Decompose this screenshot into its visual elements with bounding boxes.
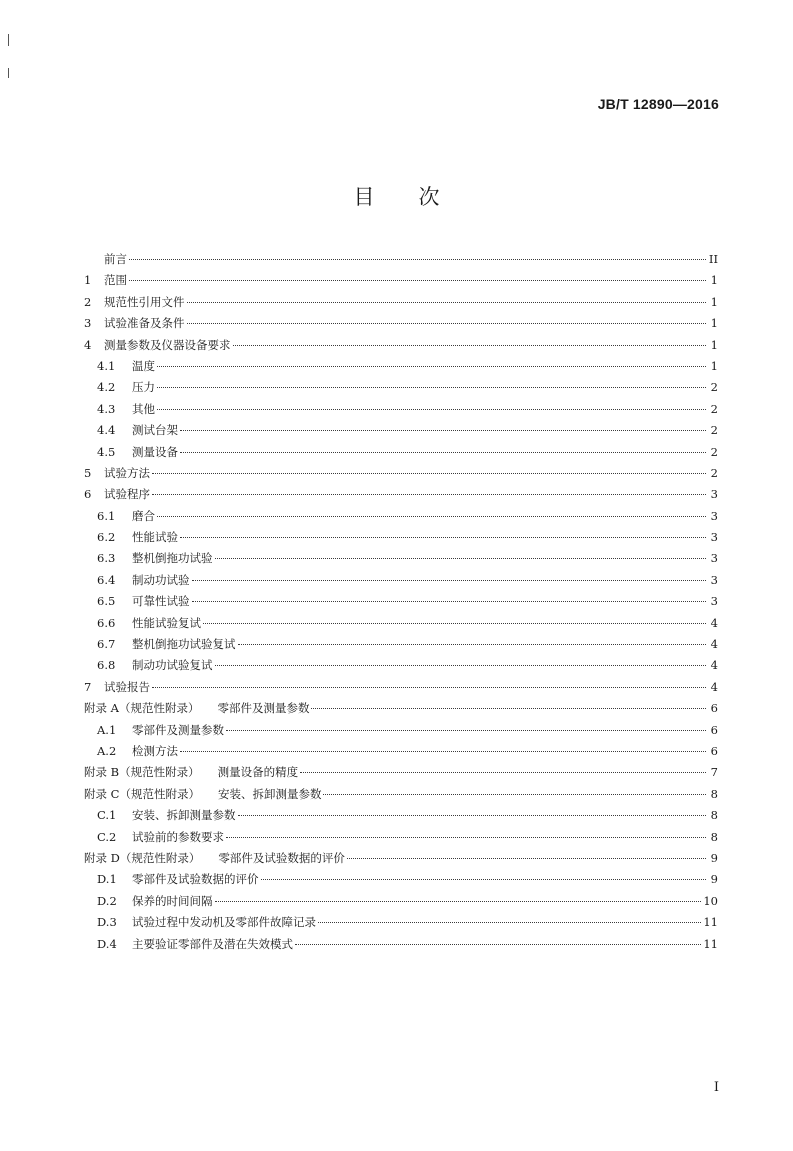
toc-entry-page: 11: [703, 936, 718, 951]
toc-entry-title: 测量参数及仪器设备要求: [104, 337, 231, 352]
toc-leader-dots: [300, 760, 706, 773]
toc-entry-title: 检测方法: [132, 743, 178, 758]
toc-leader-dots: [261, 867, 707, 880]
toc-entry-title: 压力: [132, 380, 155, 395]
toc-entry-page: 9: [710, 850, 718, 865]
toc-leader-dots: [157, 504, 706, 517]
toc-leader-dots: [152, 461, 706, 474]
toc-leader-dots: [152, 675, 706, 688]
toc-leader-dots: [180, 440, 706, 453]
toc-entry-number: 6.2: [97, 530, 116, 545]
toc-entry-page: 6: [710, 701, 718, 716]
toc-entry-page: 3: [710, 551, 718, 566]
toc-leader-dots: [157, 397, 706, 410]
toc-entry-title: 性能试验复试: [132, 615, 201, 630]
toc-entry-page: 3: [710, 508, 718, 523]
toc-entry-page: 1: [710, 337, 718, 352]
table-of-contents: [84, 250, 718, 956]
toc-entry-title: 制动功试验: [132, 572, 190, 587]
toc-entry-number: A.2: [97, 743, 117, 758]
toc-entry-title: 保养的时间间隔: [132, 893, 213, 908]
toc-entry-number: 6: [84, 487, 92, 502]
toc-entry-title: 规范性引用文件: [104, 294, 185, 309]
toc-leader-dots: [129, 247, 706, 260]
toc-entry-number: 附录 C（规范性附录）: [84, 786, 200, 801]
toc-leader-dots: [187, 311, 707, 324]
toc-entry-title: 零部件及试验数据的评价: [218, 850, 345, 865]
toc-leader-dots: [180, 739, 706, 752]
toc-leader-dots: [192, 589, 707, 602]
toc-entry-title: 试验前的参数要求: [132, 829, 224, 844]
toc-entry-title: 测量设备: [132, 444, 178, 459]
toc-entry-page: 2: [710, 380, 718, 395]
toc-entry-page: 2: [710, 444, 718, 459]
toc-entry-title: 试验程序: [104, 487, 150, 502]
toc-entry-page: 6: [710, 743, 718, 758]
page-number: I: [713, 1080, 719, 1095]
toc-leader-dots: [192, 568, 707, 581]
toc-entry-number: 5: [84, 465, 92, 480]
toc-entry-page: II: [708, 252, 718, 266]
toc-entry-number: 6.5: [97, 594, 116, 609]
toc-entry-number: 4.2: [97, 380, 116, 395]
toc-entry-number: 4.3: [97, 401, 116, 416]
toc-entry[interactable]: [84, 935, 718, 956]
toc-entry-number: 6.3: [97, 551, 116, 566]
toc-entry-title: 试验准备及条件: [104, 316, 185, 331]
toc-entry-page: 3: [710, 572, 718, 587]
toc-entry-page: 1: [710, 294, 718, 309]
toc-leader-dots: [318, 910, 701, 923]
toc-entry-page: 4: [710, 615, 718, 630]
toc-entry-page: 11: [703, 915, 718, 930]
toc-entry-title: 前言: [104, 252, 127, 266]
toc-leader-dots: [233, 333, 707, 346]
toc-entry-title: 整机倒拖功试验复试: [132, 637, 236, 652]
toc-leader-dots: [226, 825, 706, 838]
toc-entry-page: 4: [710, 637, 718, 652]
toc-entry-title: 主要验证零部件及潜在失效模式: [132, 936, 293, 951]
toc-entry-number: C.1: [97, 808, 117, 823]
toc-leader-dots: [152, 482, 706, 495]
toc-entry-title: 其他: [132, 401, 155, 416]
toc-leader-dots: [157, 354, 706, 367]
toc-entry-title: 零部件及试验数据的评价: [132, 872, 259, 887]
toc-entry-page: 6: [710, 722, 718, 737]
toc-entry-number: 6.8: [97, 658, 116, 673]
toc-entry-page: 8: [710, 808, 718, 823]
toc-entry-number: 4.5: [97, 444, 116, 459]
toc-entry-page: 4: [710, 658, 718, 673]
toc-entry-page: 2: [710, 465, 718, 480]
toc-entry-title: 安装、拆卸测量参数: [217, 786, 322, 801]
toc-leader-dots: [129, 268, 706, 281]
toc-entry-number: 6.7: [97, 637, 116, 652]
toc-entry-title: 试验方法: [104, 465, 150, 480]
toc-entry-page: 8: [710, 786, 718, 801]
toc-leader-dots: [295, 932, 701, 945]
toc-entry-number: 3: [84, 316, 92, 331]
toc-entry-page: 4: [710, 679, 718, 694]
toc-entry-title: 性能试验: [132, 530, 178, 545]
toc-entry-number: 6.4: [97, 572, 116, 587]
toc-entry-page: 3: [710, 594, 718, 609]
toc-entry-number: D.3: [97, 915, 117, 930]
toc-entry-number: A.1: [97, 722, 117, 737]
toc-entry-number: D.1: [97, 872, 117, 887]
toc-entry-number: 4.1: [97, 358, 116, 373]
toc-entry-title: 测量设备的精度: [217, 765, 299, 780]
toc-entry-title: 安装、拆卸测量参数: [132, 808, 236, 823]
toc-entry-number: 7: [84, 679, 92, 694]
toc-entry-title: 零部件及测量参数: [217, 701, 310, 716]
toc-entry-page: 3: [710, 487, 718, 502]
toc-leader-dots: [203, 611, 706, 624]
toc-entry-number: 6.1: [97, 508, 116, 523]
toc-leader-dots: [215, 889, 702, 902]
toc-entry-title: 试验过程中发动机及零部件故障记录: [132, 915, 316, 930]
toc-entry-page: 1: [710, 316, 718, 331]
toc-entry-page: 2: [710, 423, 718, 438]
scan-mark: [8, 68, 9, 78]
toc-entry-page: 3: [710, 530, 718, 545]
toc-leader-dots: [238, 632, 707, 645]
toc-entry-number: D.4: [97, 936, 117, 951]
standard-code: JB/T 12890—2016: [597, 96, 719, 112]
toc-entry-title: 温度: [132, 358, 155, 373]
toc-entry-number: 附录 B（规范性附录）: [84, 765, 200, 780]
toc-entry-number: 6.6: [97, 615, 116, 630]
toc-entry-title: 可靠性试验: [132, 594, 190, 609]
toc-leader-dots: [215, 653, 707, 666]
toc-entry-title: 测试台架: [132, 423, 178, 438]
toc-entry-page: 9: [710, 872, 718, 887]
toc-entry-title: 制动功试验复试: [132, 658, 213, 673]
toc-entry-page: 2: [710, 401, 718, 416]
scan-mark: [8, 34, 9, 46]
toc-entry-page: 1: [710, 273, 718, 288]
toc-entry-number: 4.4: [97, 423, 116, 438]
toc-entry-page: 1: [710, 358, 718, 373]
toc-leader-dots: [180, 525, 706, 538]
toc-entry-number: 1: [84, 273, 92, 288]
toc-entry-page: 7: [710, 765, 718, 780]
toc-entry-title: 试验报告: [104, 679, 150, 694]
toc-entry-title: 零部件及测量参数: [132, 722, 224, 737]
toc-entry-number: 附录 A（规范性附录）: [84, 701, 200, 716]
toc-entry-page: 10: [703, 893, 718, 908]
toc-leader-dots: [157, 375, 706, 388]
toc-entry-title: 整机倒拖功试验: [132, 551, 213, 566]
toc-entry-number: C.2: [97, 829, 117, 844]
toc-leader-dots: [226, 718, 706, 731]
toc-entry-page: 8: [710, 829, 718, 844]
toc-leader-dots: [311, 696, 706, 709]
toc-leader-dots: [238, 803, 707, 816]
toc-entry-number: 4: [84, 337, 92, 352]
toc-entry-title: 磨合: [132, 508, 155, 523]
toc-leader-dots: [347, 846, 706, 859]
toc-leader-dots: [323, 782, 706, 795]
toc-leader-dots: [180, 418, 706, 431]
toc-leader-dots: [215, 546, 707, 559]
toc-entry-number: D.2: [97, 893, 117, 908]
toc-leader-dots: [187, 290, 707, 303]
toc-entry-number: 附录 D（规范性附录）: [84, 850, 201, 865]
toc-entry-title: 范围: [104, 273, 127, 288]
toc-entry-number: 2: [84, 294, 92, 309]
toc-title: 目次: [353, 185, 484, 209]
